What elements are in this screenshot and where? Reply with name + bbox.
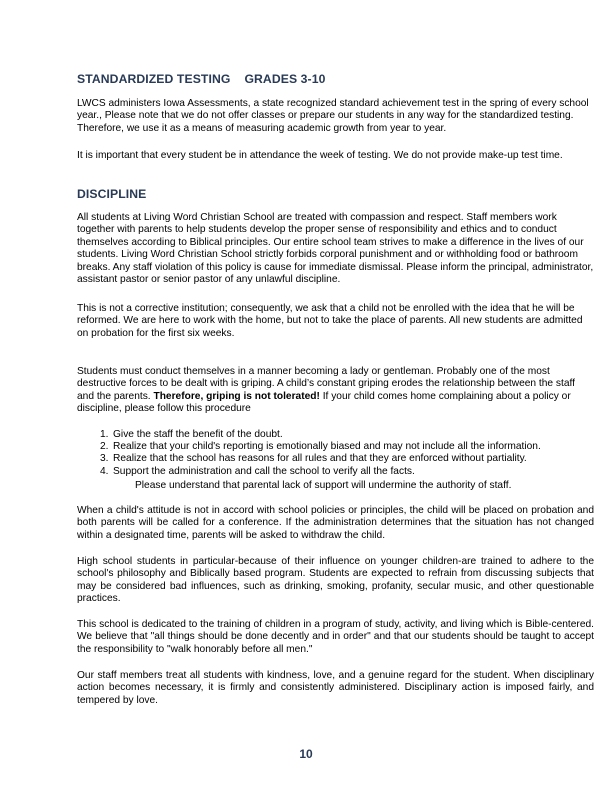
support-note: Please understand that parental lack of support will undermine the authority of staff. (135, 480, 512, 491)
page-number: 10 (299, 747, 313, 761)
griping-text-tail: If your child comes home complaining about a policy or discipline, please follow this procedure (77, 390, 571, 415)
testing-heading (77, 72, 325, 86)
list-item (77, 429, 594, 441)
testing-grades: GRADES 3-10 (244, 72, 326, 86)
list-item (77, 453, 594, 465)
list-number: 2. (100, 441, 109, 453)
discipline-paragraph-1: All students at Living Word Christian School are treated with compassion and respect. Staff members work together with parents to help students develop the proper sense of responsibility and ethics and to conduct themselves according to Biblical principles. Our entire school team strives to make a difference in the lives of our students. Living Word Christian School strictly forbids corporal punishment and or withholding food or bathroom breaks. Any staff violation of this policy is cause for immediate dismissal. Please inform the principal, administrator, assistant pastor or senior pastor of any unlawful discipline. (77, 212, 594, 286)
testing-paragraph-2: It is important that every student be in attendance the week of testing. We do not provide make-up test time. (77, 150, 563, 161)
testing-paragraph-1: LWCS administers Iowa Assessments, a state recognized standard achievement test in the spring of every school year., Please note that we do not offer classes or prepare our students in any way for the standardized testing. Therefore, we use it as a means of measuring academic growth from year to year. (77, 98, 589, 134)
discipline-paragraph-7: Our staff members treat all students with kindness, love, and a genuine regard for the student. When disciplinary action becomes necessary, it is firmly and consistently administered. Disciplinary action is imposed fairly, and tempered by love. (77, 670, 594, 706)
list-number: 1. (100, 429, 109, 440)
discipline-heading: DISCIPLINE (77, 187, 147, 201)
list-text: Support the administration and call the school to verify all the facts. (113, 465, 415, 477)
griping-text-lead: Students must conduct themselves in a manner becoming a lady or gentleman. Probably one of the most destructive forces to be dealt with is griping. A child’s constant griping erodes the relationship between the staff and the parents. (77, 366, 575, 402)
list-text: Realize that the school has reasons for all rules and that they are enforced without partiality. (113, 453, 527, 465)
list-text: Give the staff the benefit of the doubt. (113, 429, 283, 440)
discipline-paragraph-5: High school students in particular-because of their influence on younger children-are trained to adhere to the school's philosophy and Biblically based program. Students are expected to refrain from discussing subjects that may be considered bad influences, such as drinking, smoking, profanity, secular music, and other questionable practices. (77, 556, 594, 605)
testing-title: STANDARDIZED TESTING (77, 72, 231, 86)
discipline-paragraph-4: When a child's attitude is not in accord with school policies or principles, the child will be placed on probation and both parents will be called for a conference. If the administration determines that the situation has not changed within a designated time, parents will be asked to withdraw the child. (77, 505, 594, 541)
procedure-list (77, 429, 594, 478)
discipline-paragraph-2: This is not a corrective institution; consequently, we ask that a child not be enrolled with the idea that he will be reformed. We are here to work with the home, but not to take the place of parents. All new students are admitted on probation for the first six weeks. (77, 303, 583, 339)
list-number: 3. (100, 453, 109, 465)
discipline-paragraph-3 (77, 366, 594, 416)
list-item (77, 441, 594, 453)
list-text: Realize that your child's reporting is emotionally biased and may not include all the information. (113, 441, 541, 453)
list-number: 4. (100, 465, 109, 477)
discipline-paragraph-6: This school is dedicated to the training of children in a program of study, activity, and living which is Bible-centered. We believe that "all things should be done decently and in order" and that our students should be taught to accept the responsibility to "walk honorably before all men." (77, 619, 594, 655)
griping-emphasis: Therefore, griping is not tolerated! (153, 390, 320, 402)
list-item (77, 466, 594, 478)
